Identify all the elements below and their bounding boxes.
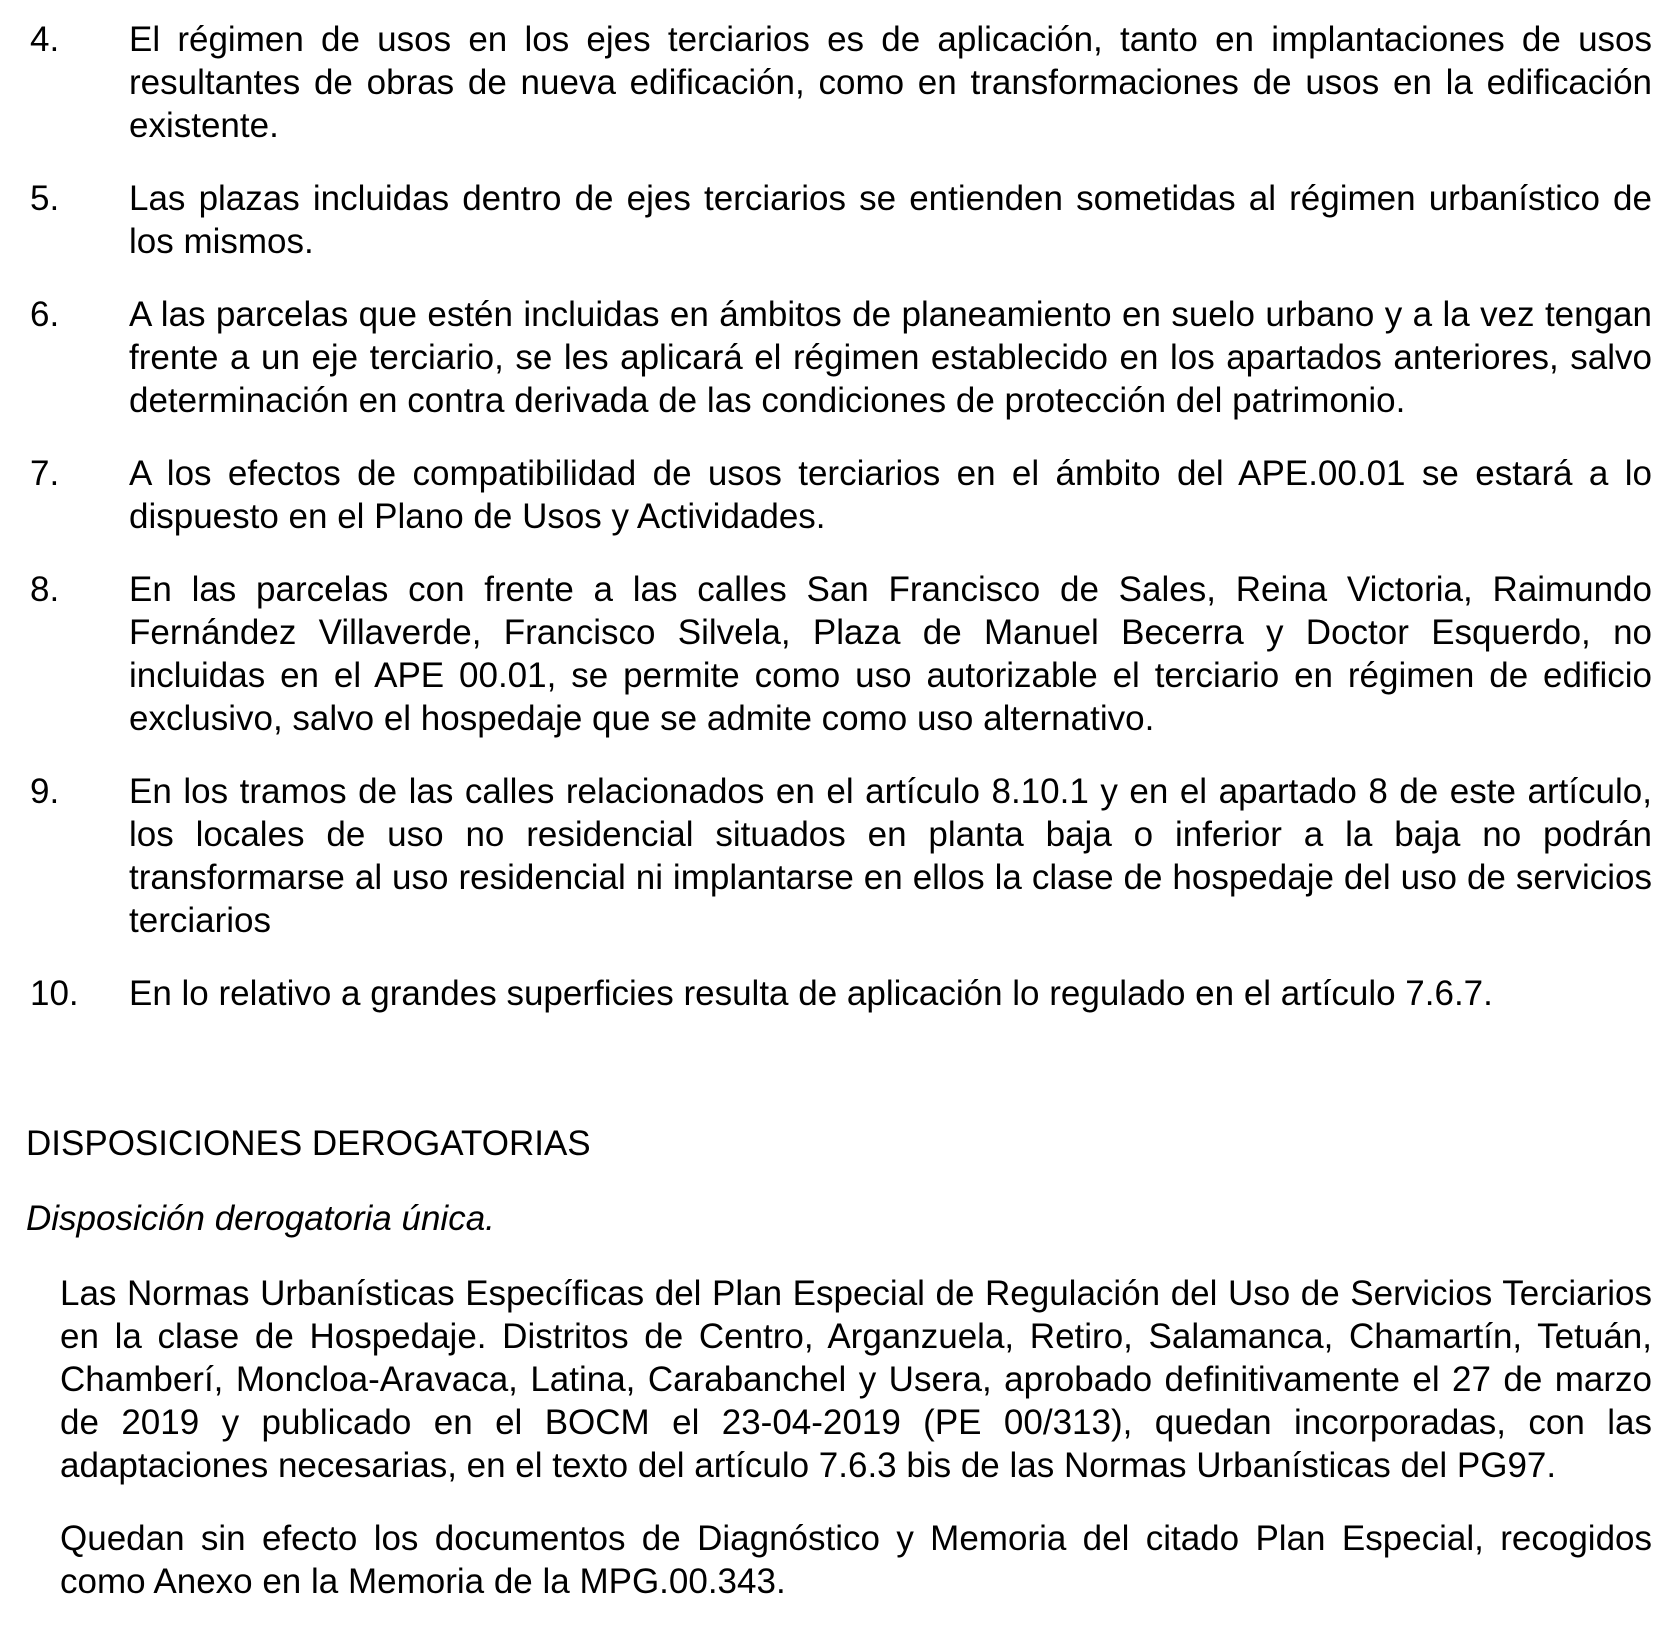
paragraph: Las Normas Urbanísticas Específicas del Plan Especial de Regulación del Uso de Servicios Terciarios en la clase de Hospedaje. Distritos de Centro, Arganzuela, Retiro, Salamanca, Chamartín, Tetuán, Chamberí, Moncloa-Aravaca, Latina, Carabanchel y Usera, aprobado definitivamente el 27 de marzo de 2019 y publicado en el BOCM el 23-04-2019 (PE 00/313), quedan incorporadas, con las adaptaciones necesarias, en el texto del artículo 7.6.3 bis de las Normas Urbanísticas del PG97. xyxy=(60,1274,1652,1485)
item-text: En lo relativo a grandes superficies resulta de aplicación lo regulado en el artículo 7.6.7. xyxy=(129,974,1493,1013)
item-number: 7. xyxy=(30,454,60,493)
item-text: En las parcelas con frente a las calles San Francisco de Sales, Reina Victoria, Raimundo Fernández Villaverde, Francisco Silvela, Plaza de Manuel Becerra y Doctor Esquerdo, no incluidas en el APE 00.01, se permite como uso autorizable el terciario en régimen de edificio exclusivo, salvo el hospedaje que se admite como uso alternativo. xyxy=(129,570,1652,738)
item-number: 6. xyxy=(30,295,60,334)
item-number: 4. xyxy=(30,20,60,59)
list-item-5 xyxy=(30,177,1652,263)
item-text: El régimen de usos en los ejes terciarios es de aplicación, tanto en implantaciones de usos resultantes de obras de nueva edificación, como en transformaciones de usos en la edificación existente. xyxy=(129,20,1652,145)
section-subheading: Disposición derogatoria única. xyxy=(26,1199,495,1238)
paragraph: Quedan sin efecto los documentos de Diagnóstico y Memoria del citado Plan Especial, recogidos como Anexo en la Memoria de la MPG.00.343. xyxy=(60,1519,1652,1601)
section-heading: DISPOSICIONES DEROGATORIAS xyxy=(26,1124,591,1163)
item-number: 8. xyxy=(30,570,60,609)
numbered-list xyxy=(30,18,1652,1045)
item-number: 10. xyxy=(30,974,79,1013)
list-item-4 xyxy=(30,18,1652,147)
item-text: Las plazas incluidas dentro de ejes terciarios se entienden sometidas al régimen urbanístico de los mismos. xyxy=(129,179,1652,261)
item-text: A los efectos de compatibilidad de usos terciarios en el ámbito del APE.00.01 se estará a lo dispuesto en el Plano de Usos y Actividades. xyxy=(129,454,1652,536)
list-item-10 xyxy=(30,972,1652,1015)
item-number: 9. xyxy=(30,772,60,811)
item-text: En los tramos de las calles relacionados en el artículo 8.10.1 y en el apartado 8 de este artículo, los locales de uso no residencial situados en planta baja o inferior a la baja no podrán transformarse al uso residencial ni implantarse en ellos la clase de hospedaje del uso de servicios terciarios xyxy=(129,772,1652,940)
item-number: 5. xyxy=(30,179,60,218)
section-body xyxy=(60,1272,1652,1633)
item-text: A las parcelas que estén incluidas en ámbitos de planeamiento en suelo urbano y a la vez tengan frente a un eje terciario, se les aplicará el régimen establecido en los apartados anteriores, salvo determinación en contra derivada de las condiciones de protección del patrimonio. xyxy=(129,295,1652,420)
list-item-8 xyxy=(30,568,1652,740)
list-item-7 xyxy=(30,452,1652,538)
list-item-6 xyxy=(30,293,1652,422)
list-item-9 xyxy=(30,770,1652,942)
